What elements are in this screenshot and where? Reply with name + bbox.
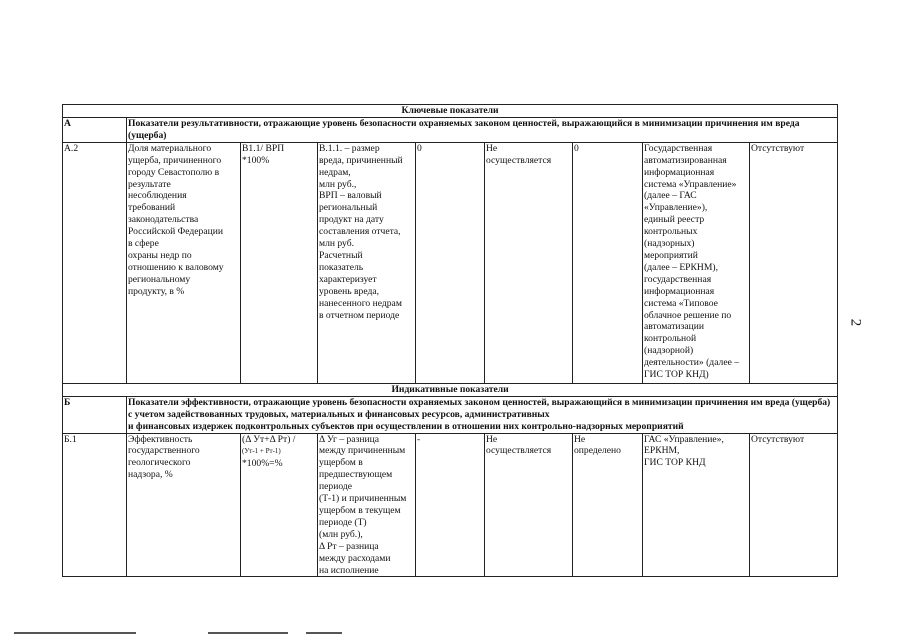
row-note: Отсутствуют	[750, 433, 838, 577]
bottom-line-2	[208, 632, 288, 634]
row-target: Не осуществляется	[485, 142, 573, 383]
group-b-code: Б	[63, 396, 127, 433]
group-b-text: Показатели эффективности, отражающие уровень безопасности охраняемых законом ценностей, выражающийся в минимизации причинения им вреда (ущерба) с учетом задействованных трудовых, материальных и финансовых ресурсов, административных и финансовых издержек подконтрольных субъектов при осуществлении в отношении них контрольно-надзорных мероприятий	[127, 396, 838, 433]
row-code: А.2	[63, 142, 127, 383]
formula-sub: (Ут-1 + Рт-1)	[242, 447, 281, 456]
row-comment: В.1.1. – размер вреда, причиненный недрам, млн руб., ВРП – валовый региональный продукт на дату составления отчета, млн руб. Расчетный показатель характеризует уровень вреда, нанесенного недрам в отчетном периоде	[318, 142, 416, 383]
group-b-row	[63, 396, 838, 433]
row-formula	[241, 433, 318, 577]
group-a-text: Показатели результативности, отражающие уровень безопасности охраняемых законом ценностей, выражающийся в минимизации причинения им вреда (ущерба)	[127, 118, 838, 143]
row-note: Отсутствуют	[750, 142, 838, 383]
row-code: Б.1	[63, 433, 127, 577]
section-indicative-row	[63, 383, 838, 396]
table-row	[63, 142, 838, 383]
row-current: 0	[573, 142, 643, 383]
formula-main: (Δ Ут+Δ Рт) /	[242, 433, 296, 445]
bottom-line-1	[14, 632, 136, 634]
page-number: 2	[847, 318, 864, 327]
row-source: ГАС «Управление», ЕРКНМ, ГИС ТОР КНД	[643, 433, 750, 577]
section-indicative-title: Индикативные показатели	[63, 383, 838, 396]
row-source: Государственная автоматизированная информационная система «Управление» (далее – ГАС «Управление»), единый реестр контрольных (надзорных) мероприятий (далее – ЕРКНМ), государственная информационная система «Типовое облачное решение по автоматизации контрольной (надзорной) деятельности» (далее – ГИС ТОР КНД)	[643, 142, 750, 383]
row-base: 0	[416, 142, 485, 383]
section-key-row	[63, 105, 838, 118]
row-target: Не осуществляется	[485, 433, 573, 577]
row-formula: В1.1/ ВРП *100%	[241, 142, 318, 383]
group-a-row	[63, 118, 838, 143]
table-row	[63, 433, 838, 577]
bottom-line-3	[306, 632, 342, 634]
row-current: Не определено	[573, 433, 643, 577]
row-comment: Δ Уг – разница между причиненным ущербом в предшествующем периоде (Т-1) и причиненным ущербом в текущем периоде (Т) (млн руб.), Δ Рт – разница между расходами на исполнение	[318, 433, 416, 577]
row-name: Доля материального ущерба, причиненного городу Севастополю в результате несоблюдения требований законодательства Российской Федерации в сфере охраны недр по отношению к валовому региональному продукту, в %	[127, 142, 241, 383]
group-a-code: А	[63, 118, 127, 143]
row-base: -	[416, 433, 485, 577]
formula-tail: *100%=%	[242, 458, 283, 470]
row-name: Эффективность государственного геологического надзора, %	[127, 433, 241, 577]
section-key-title: Ключевые показатели	[63, 105, 838, 118]
indicators-table	[62, 104, 838, 577]
